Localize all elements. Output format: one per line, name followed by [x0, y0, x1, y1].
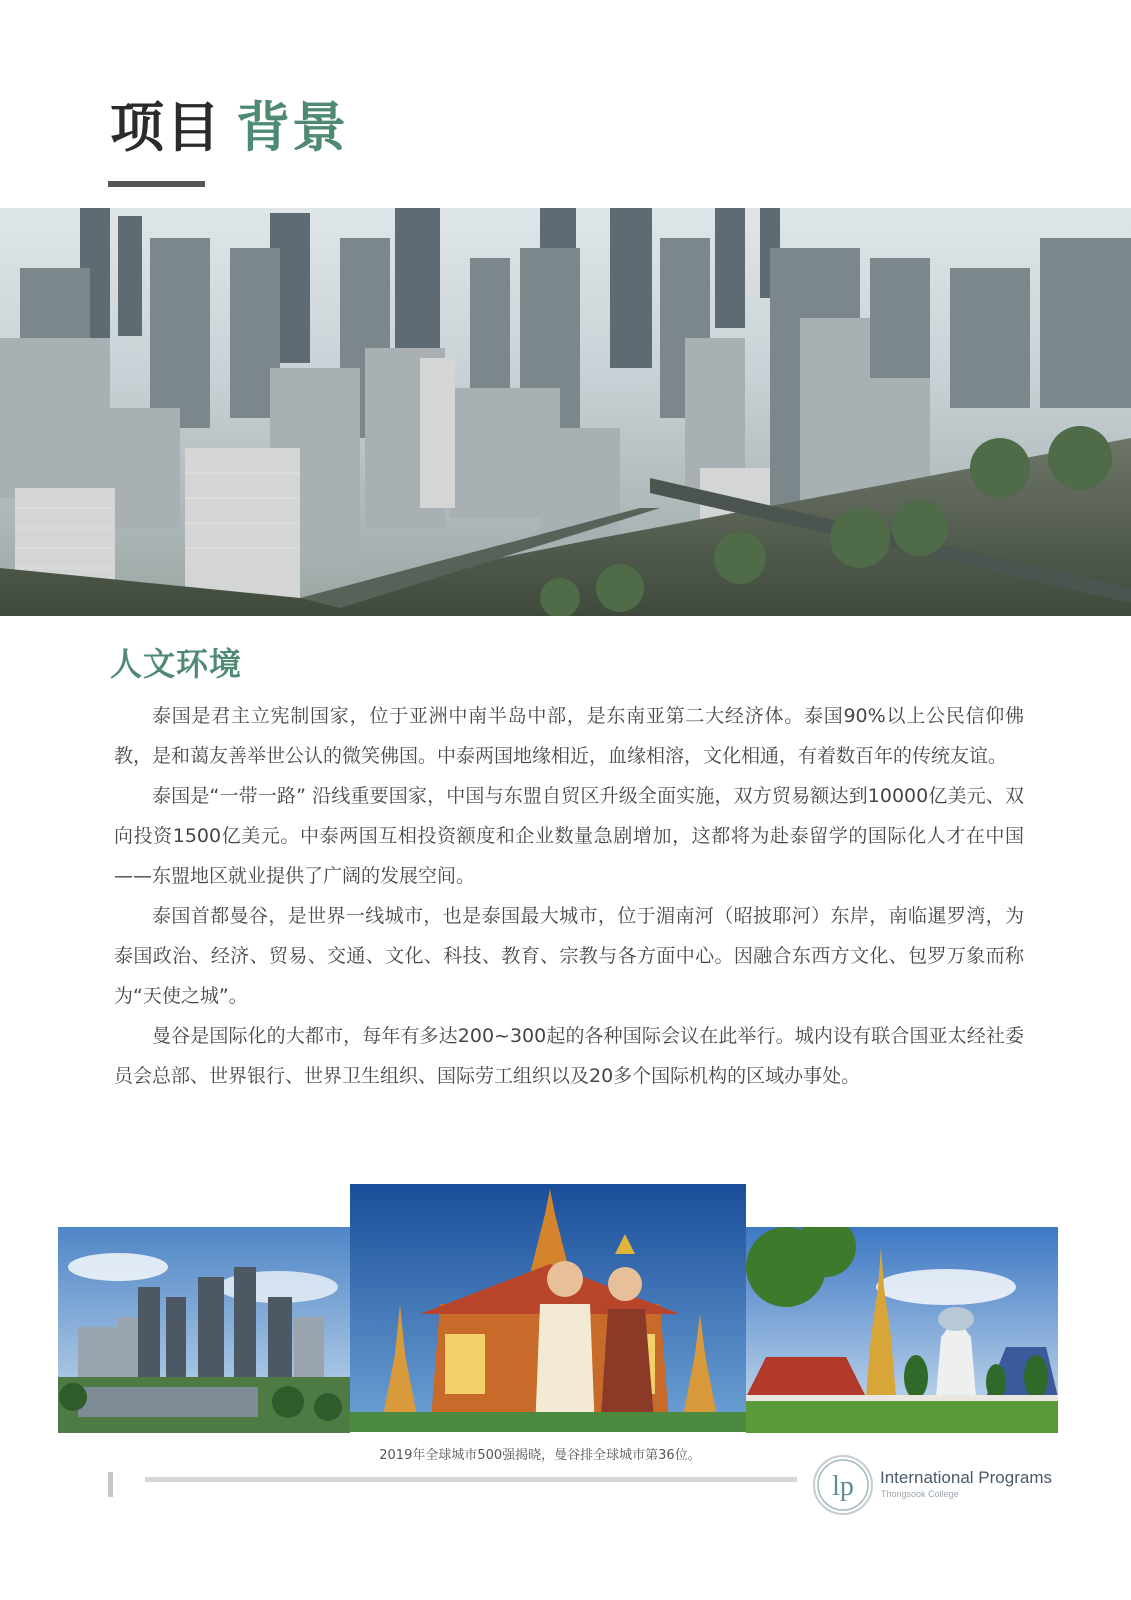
lp-monogram-icon	[812, 1454, 874, 1516]
logo-subtitle: Thongsook College	[881, 1489, 959, 1499]
international-programs-logo	[812, 1454, 1052, 1516]
logo-name: International Programs	[880, 1468, 1052, 1487]
paragraph: 泰国首都曼谷，是世界一线城市，也是泰国最大城市，位于湄南河（昭披耶河）东岸，南临暹罗湾，为泰国政治、经济、贸易、交通、文化、科技、教育、宗教与各方面中心。因融合东西方文化、包罗万象而称为“天使之城”。	[114, 905, 1024, 1007]
title-underline	[108, 181, 205, 187]
svg-text:lp: lp	[832, 1471, 854, 1502]
footer-rule	[145, 1477, 797, 1482]
footer-mark	[108, 1472, 113, 1497]
title-part-2: 背景	[236, 96, 348, 159]
section-heading: 人文环境	[110, 645, 243, 683]
photo-caption: 2019年全球城市500强揭晓，曼谷排全球城市第36位。	[379, 1448, 701, 1463]
paragraph: 泰国是君主立宪制国家，位于亚洲中南半岛中部，是东南亚第二大经济体。泰国90%以上公民信仰佛教，是和蔼友善举世公认的微笑佛国。中泰两国地缘相近，血缘相溶，文化相通，有着数百年的传统友谊。	[114, 705, 1024, 767]
grand-palace-photo	[746, 1227, 1058, 1433]
city-skyline-photo	[58, 1227, 350, 1433]
hero-city-photo	[0, 208, 1131, 616]
page-title	[110, 92, 348, 164]
paragraph: 泰国是“一带一路” 沿线重要国家，中国与东盟自贸区升级全面实施，双方贸易额达到10000亿美元、双向投资1500亿美元。中泰两国互相投资额度和企业数量急剧增加，这都将为赴泰留学的国际化人才在中国——东盟地区就业提供了广阔的发展空间。	[114, 785, 1024, 887]
body-text	[114, 696, 1024, 1096]
title-part-1: 项目	[110, 96, 222, 159]
thai-temple-couple-photo	[350, 1184, 746, 1432]
paragraph: 曼谷是国际化的大都市，每年有多达200~300起的各种国际会议在此举行。城内设有联合国亚太经社委员会总部、世界银行、世界卫生组织、国际劳工组织以及20多个国际机构的区域办事处。	[114, 1025, 1024, 1087]
